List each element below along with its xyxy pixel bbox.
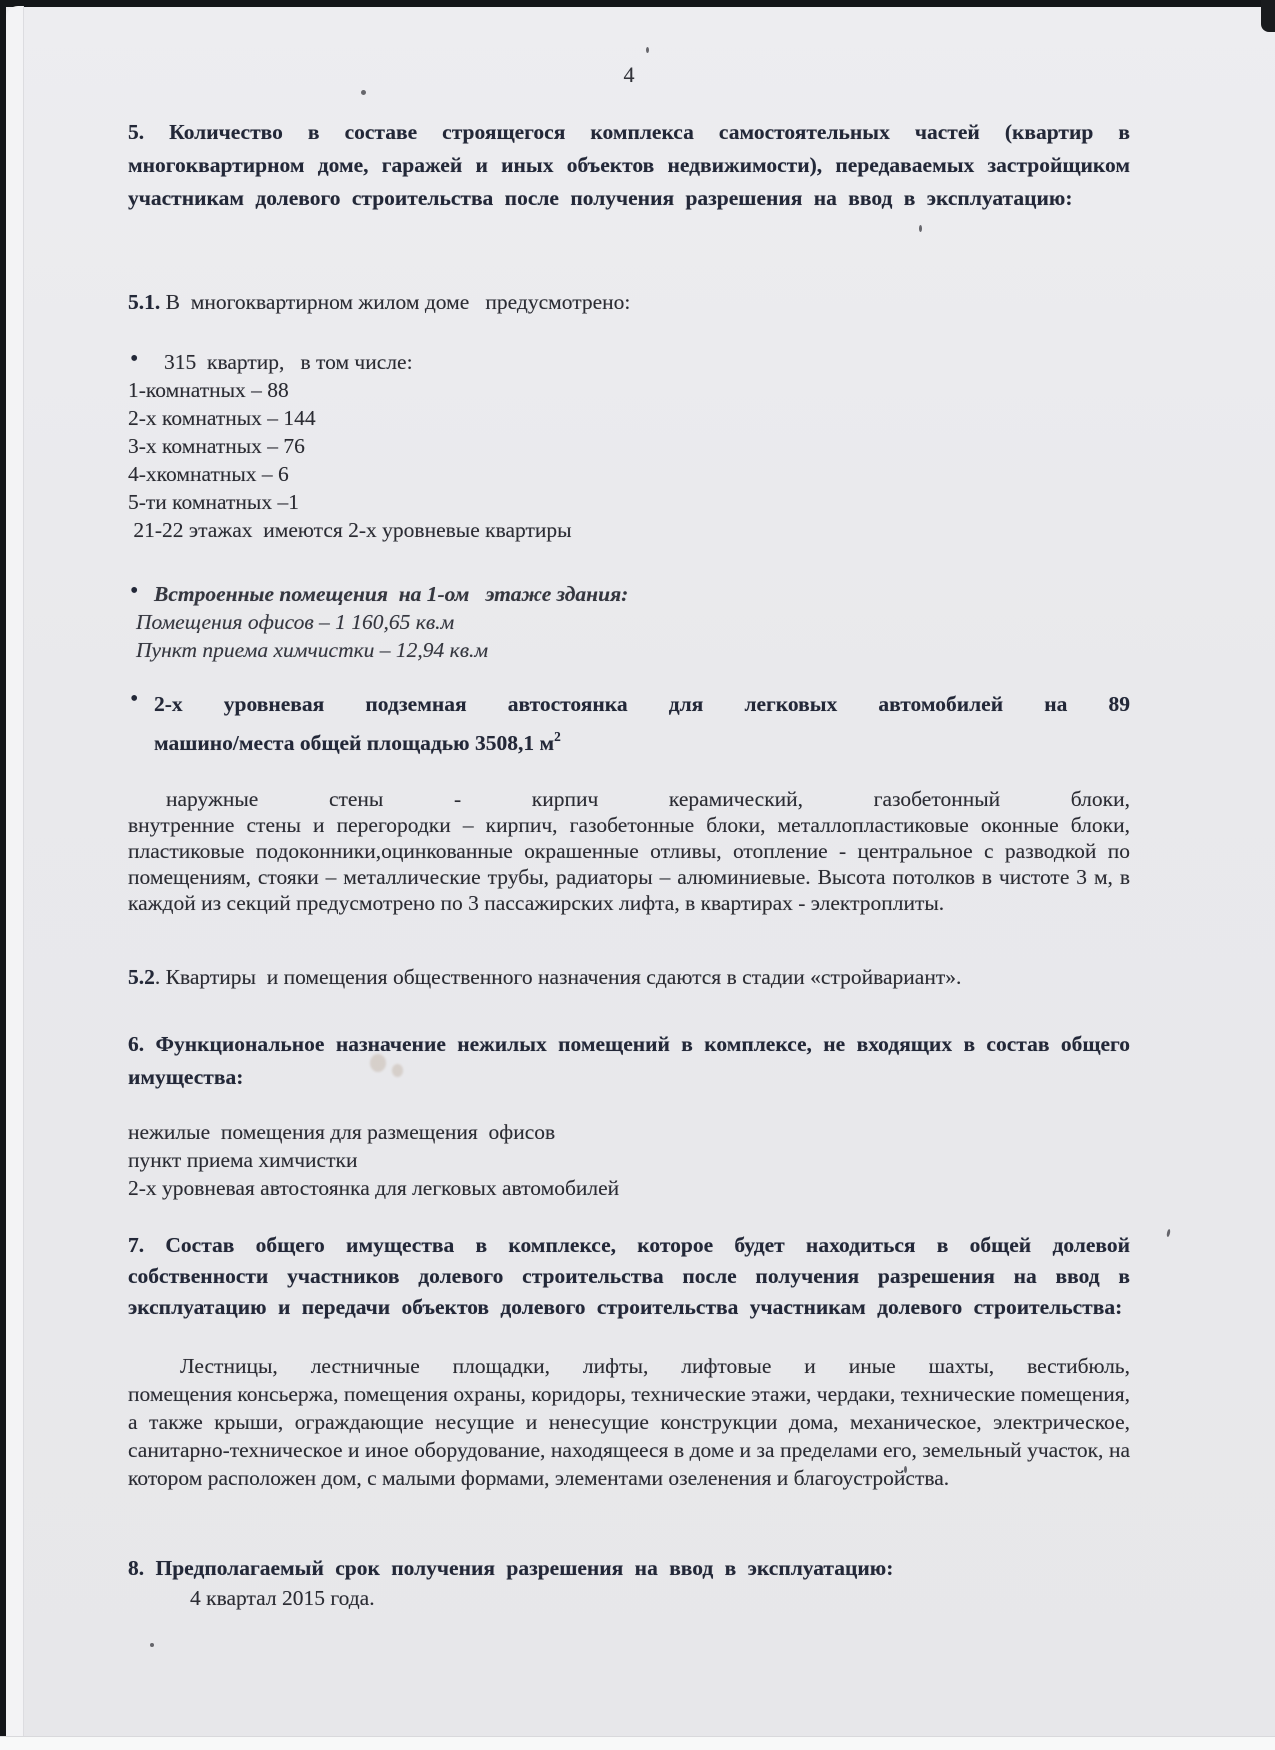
section-5-heading: 5. Количество в составе строящегося комплекса самостоятельных частей (квартир в многоквартирном доме, гаражей и иных объектов недвижимости), передаваемых застройщиком участникам долевого строительства после получения разрешения на ввод в эксплуатацию: <box>128 120 1130 210</box>
non-residential-use-line-1: нежилые помещения для размещения офисов <box>128 1120 556 1144</box>
apartment-type-line-2: 2-х комнатных – 144 <box>128 406 316 430</box>
clause-5-2 <box>128 963 1130 991</box>
common-property-rest: помещения консьержа, помещения охраны, коридоры, технические этажи, чердаки, технические помещения, а также крыши, ограждающие несущие и ненесущие конструкции дома, механическое, электрическое, санитарно-техническое и иное оборудование, находящееся в доме и за пределами его, земельный участок, на котором расположен дом, с малыми формами, элементами озеленения и благоустройства. <box>128 1382 1130 1490</box>
apartment-type-line-3: 3-х комнатных – 76 <box>128 434 305 458</box>
commissioning-date-line: 4 квартал 2015 года. <box>190 1586 375 1610</box>
bullet-icon: • <box>130 686 139 712</box>
apartment-type-line-1: 1-комнатных – 88 <box>128 378 289 402</box>
parking-area-text: машино/места общей площадью 3508,1 м <box>154 731 555 756</box>
parking-item <box>128 688 1130 760</box>
non-residential-use-line-3: 2-х уровневая автостоянка для легковых автомобилей <box>128 1176 620 1200</box>
scan-noise-speck <box>1166 1229 1171 1237</box>
common-property-paragraph <box>128 1352 1130 1492</box>
duplex-apartments-line: 21-22 этажах имеются 2-х уровневые квартиры <box>128 518 572 542</box>
non-residential-use-line-2: пункт приема химчистки <box>128 1148 358 1172</box>
apartment-type-line-4: 4-хкомнатных – 6 <box>128 462 289 486</box>
square-meter-superscript: 2 <box>554 729 561 744</box>
bullet-icon: • <box>130 578 139 604</box>
clause-5-1-label: 5.1. <box>128 290 161 314</box>
clause-5-1-text: В многоквартирном жилом доме предусмотрено: <box>160 290 631 314</box>
apartment-type-line-5: 5-ти комнатных –1 <box>128 490 299 514</box>
built-in-premises-heading: Встроенные помещения на 1-ом этаже здания: <box>154 582 629 606</box>
section-8-heading: 8. Предполагаемый срок получения разрешения на ввод в эксплуатацию: <box>128 1556 894 1580</box>
construction-specs-line-1: наружные стены - кирпич керамический, газобетонный блоки, <box>166 787 1130 811</box>
clause-5-1 <box>128 288 1130 316</box>
office-area-line: Помещения офисов – 1 160,65 кв.м <box>136 610 455 634</box>
construction-specs-paragraph <box>128 786 1130 916</box>
construction-specs-rest: внутренние стены и перегородки – кирпич, газобетонные блоки, металлопластиковые оконные блоки, пластиковые подоконники,оцинкованные окрашенные отливы, отопление - центральное с разводкой по помещениям, стояки – металлические трубы, радиаторы – алюминиевые. Высота потолков в чистоте 3 м, в каждой из секций предусмотрено по 3 пассажирских лифта, в квартирах - электроплиты. <box>128 813 1130 915</box>
page-number: 4 <box>623 62 635 87</box>
built-in-premises-item <box>128 580 1130 608</box>
apartments-bullet-item <box>128 348 1130 376</box>
paper-edge-highlight <box>6 6 24 1737</box>
apartments-count-text: 315 квартир, в том числе: <box>164 350 413 374</box>
clause-5-2-text: . Квартиры и помещения общественного назначения сдаются в стадии «стройвариант». <box>154 965 962 989</box>
common-property-line-1: Лестницы, лестничные площадки, лифты, лифтовые и иные шахты, вестибюль, <box>180 1354 1130 1378</box>
scan-corner-top-right <box>1261 0 1275 32</box>
document-text-column <box>128 0 1130 1750</box>
bullet-icon: • <box>130 346 139 372</box>
dry-cleaning-area-line: Пункт приема химчистки – 12,94 кв.м <box>136 638 489 662</box>
parking-line-2 <box>154 721 1130 760</box>
section-6-heading: 6. Функциональное назначение нежилых помещений в комплексе, не входящих в состав общего имущества: <box>128 1032 1130 1089</box>
clause-5-2-label: 5.2 <box>128 965 155 989</box>
section-7-heading: 7. Состав общего имущества в комплексе, которое будет находиться в общей долевой собственности участников долевого строительства после получения разрешения на ввод в эксплуатацию и передачи объектов долевого строительства участникам долевого строительства: <box>128 1233 1130 1319</box>
parking-line-1: 2-х уровневая подземная автостоянка для легковых автомобилей на 89 <box>154 692 1130 716</box>
